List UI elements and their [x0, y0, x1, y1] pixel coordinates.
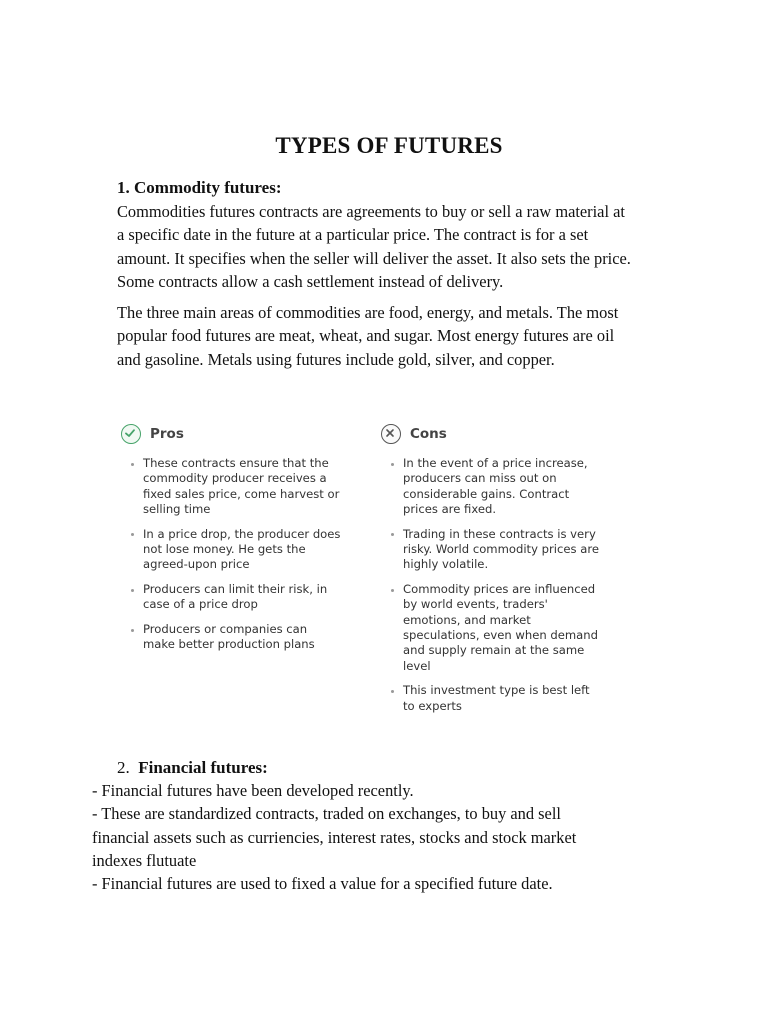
- text-line: popular food futures are meat, wheat, and sugar. Most energy futures are oil: [117, 326, 615, 346]
- section-heading-commodity: 1. Commodity futures:: [117, 178, 282, 197]
- text-line: financial assets such as curriencies, interest rates, stocks and stock market: [92, 827, 577, 847]
- cons-list: [389, 456, 634, 723]
- item-line: and supply remain at the same: [403, 643, 585, 658]
- item-line: selling time: [143, 501, 211, 516]
- text-line: and gasoline. Metals using futures include gold, silver, and copper.: [117, 349, 555, 369]
- cons-header: [381, 424, 447, 444]
- cons-label: Cons: [410, 426, 447, 442]
- text-line: Some contracts allow a cash settlement instead of delivery.: [117, 271, 504, 291]
- pros-list: [129, 456, 369, 662]
- item-line: Producers or companies can: [143, 622, 308, 637]
- pros-item: [129, 527, 369, 573]
- check-circle-icon: [121, 424, 141, 444]
- item-line: make better production plans: [143, 637, 315, 652]
- cons-item: [389, 683, 634, 714]
- text-line: indexes flutuate: [92, 850, 197, 870]
- commodity-paragraph-1: [117, 200, 697, 293]
- cons-item: [389, 527, 634, 573]
- cons-item: [389, 582, 634, 674]
- section-heading-financial: [117, 758, 268, 778]
- text-line: amount. It specifies when the seller will deliver the asset. It also sets the price.: [117, 248, 631, 268]
- text-line: a specific date in the future at a particular price. The contract is for a set: [117, 225, 589, 245]
- item-line: Commodity prices are influenced: [403, 582, 596, 597]
- text-line: - Financial futures are used to fixed a value for a specified future date.: [92, 874, 553, 894]
- text-line: The three main areas of commodities are food, energy, and metals. The most: [117, 303, 619, 322]
- section-number: 2.: [117, 758, 130, 777]
- text-line: - These are standardized contracts, traded on exchanges, to buy and sell: [92, 804, 561, 824]
- item-line: emotions, and market: [403, 612, 531, 627]
- pros-label: Pros: [150, 426, 184, 442]
- commodity-paragraph-2: [117, 301, 697, 371]
- item-line: to experts: [403, 698, 462, 713]
- item-line: producers can miss out on: [403, 471, 557, 486]
- pros-item: [129, 582, 369, 613]
- item-line: considerable gains. Contract: [403, 486, 570, 501]
- item-line: In the event of a price increase,: [403, 456, 588, 470]
- pros-item: [129, 622, 369, 653]
- item-line: risky. World commodity prices are: [403, 541, 599, 556]
- pros-header: [121, 424, 184, 444]
- item-line: case of a price drop: [143, 597, 258, 612]
- item-line: This investment type is best left: [403, 683, 590, 698]
- item-line: These contracts ensure that the: [143, 456, 329, 470]
- item-line: not lose money. He gets the: [143, 541, 306, 556]
- cons-item: [389, 456, 634, 517]
- page-title: TYPES OF FUTURES: [275, 133, 503, 158]
- item-line: Trading in these contracts is very: [403, 526, 596, 541]
- item-line: agreed-upon price: [143, 557, 250, 572]
- item-line: speculations, even when demand: [403, 627, 598, 642]
- financial-lines: [92, 779, 712, 895]
- text-line: - Financial futures have been developed recently.: [92, 781, 414, 800]
- item-line: In a price drop, the producer does: [143, 526, 341, 541]
- text-line: Commodities futures contracts are agreements to buy or sell a raw material at: [117, 202, 625, 221]
- item-line: fixed sales price, come harvest or: [143, 486, 340, 501]
- x-circle-icon: [381, 424, 401, 444]
- item-line: commodity producer receives a: [143, 471, 327, 486]
- item-line: level: [403, 658, 431, 673]
- item-line: by world events, traders': [403, 597, 548, 612]
- item-line: prices are fixed.: [403, 501, 496, 516]
- pros-item: [129, 456, 369, 517]
- section-title: Financial futures:: [138, 758, 268, 777]
- item-line: highly volatile.: [403, 557, 489, 572]
- item-line: Producers can limit their risk, in: [143, 582, 328, 597]
